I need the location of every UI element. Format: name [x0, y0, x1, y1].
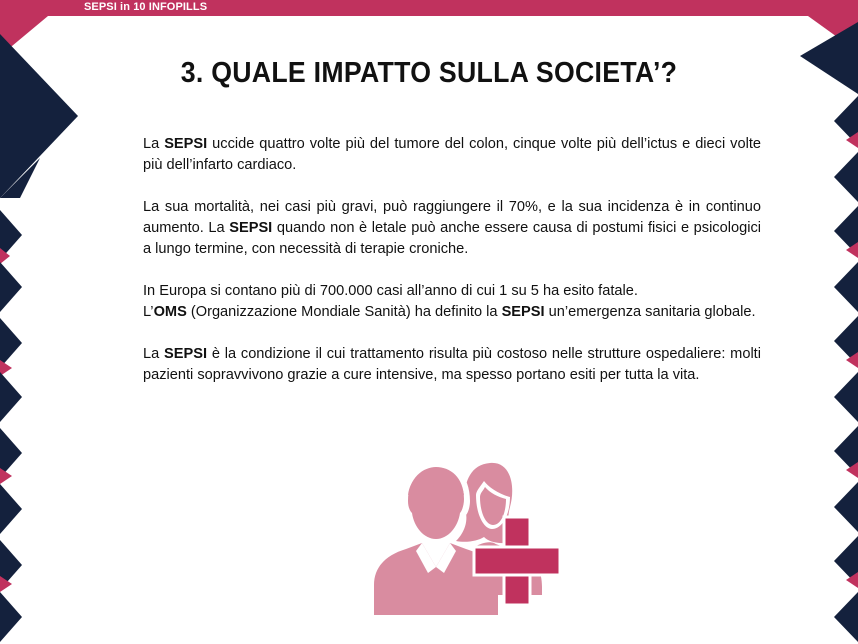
page-title: 3. QUALE IMPATTO SULLA SOCIETA’? — [180, 57, 678, 89]
paragraph-1: La SEPSI uccide quattro volte più del tumore del colon, cinque volte più dell’ictus e dieci volte più dell’infarto cardiaco. — [143, 136, 761, 173]
paragraph-4: L’OMS (Organizzazione Mondiale Sanità) ha definito la SEPSI un’emergenza sanitaria globale. — [143, 304, 756, 320]
paragraph-5: La SEPSI è la condizione il cui trattamento risulta più costoso nelle strutture ospedaliere: molti pazienti sopravvivono grazie a cure intensive, ma spesso portano esiti per tutta la vita. — [143, 346, 761, 383]
right-zigzag — [834, 96, 858, 642]
body-text — [143, 134, 761, 386]
left-zigzag — [0, 210, 22, 642]
paragraph-3: In Europa si contano più di 700.000 casi all’anno di cui 1 su 5 ha esito fatale. — [143, 283, 638, 299]
paragraph-2: La sua mortalità, nei casi più gravi, può raggiungere il 70%, e la sua incidenza è in continuo aumento. La SEPSI quando non è letale può anche essere causa di postumi fisici e psicologici a lungo termine, con necessità di terapie croniche. — [143, 199, 761, 257]
people-with-medical-cross-icon — [370, 455, 580, 615]
series-label: SEPSI in 10 INFOPILLS — [84, 1, 208, 13]
